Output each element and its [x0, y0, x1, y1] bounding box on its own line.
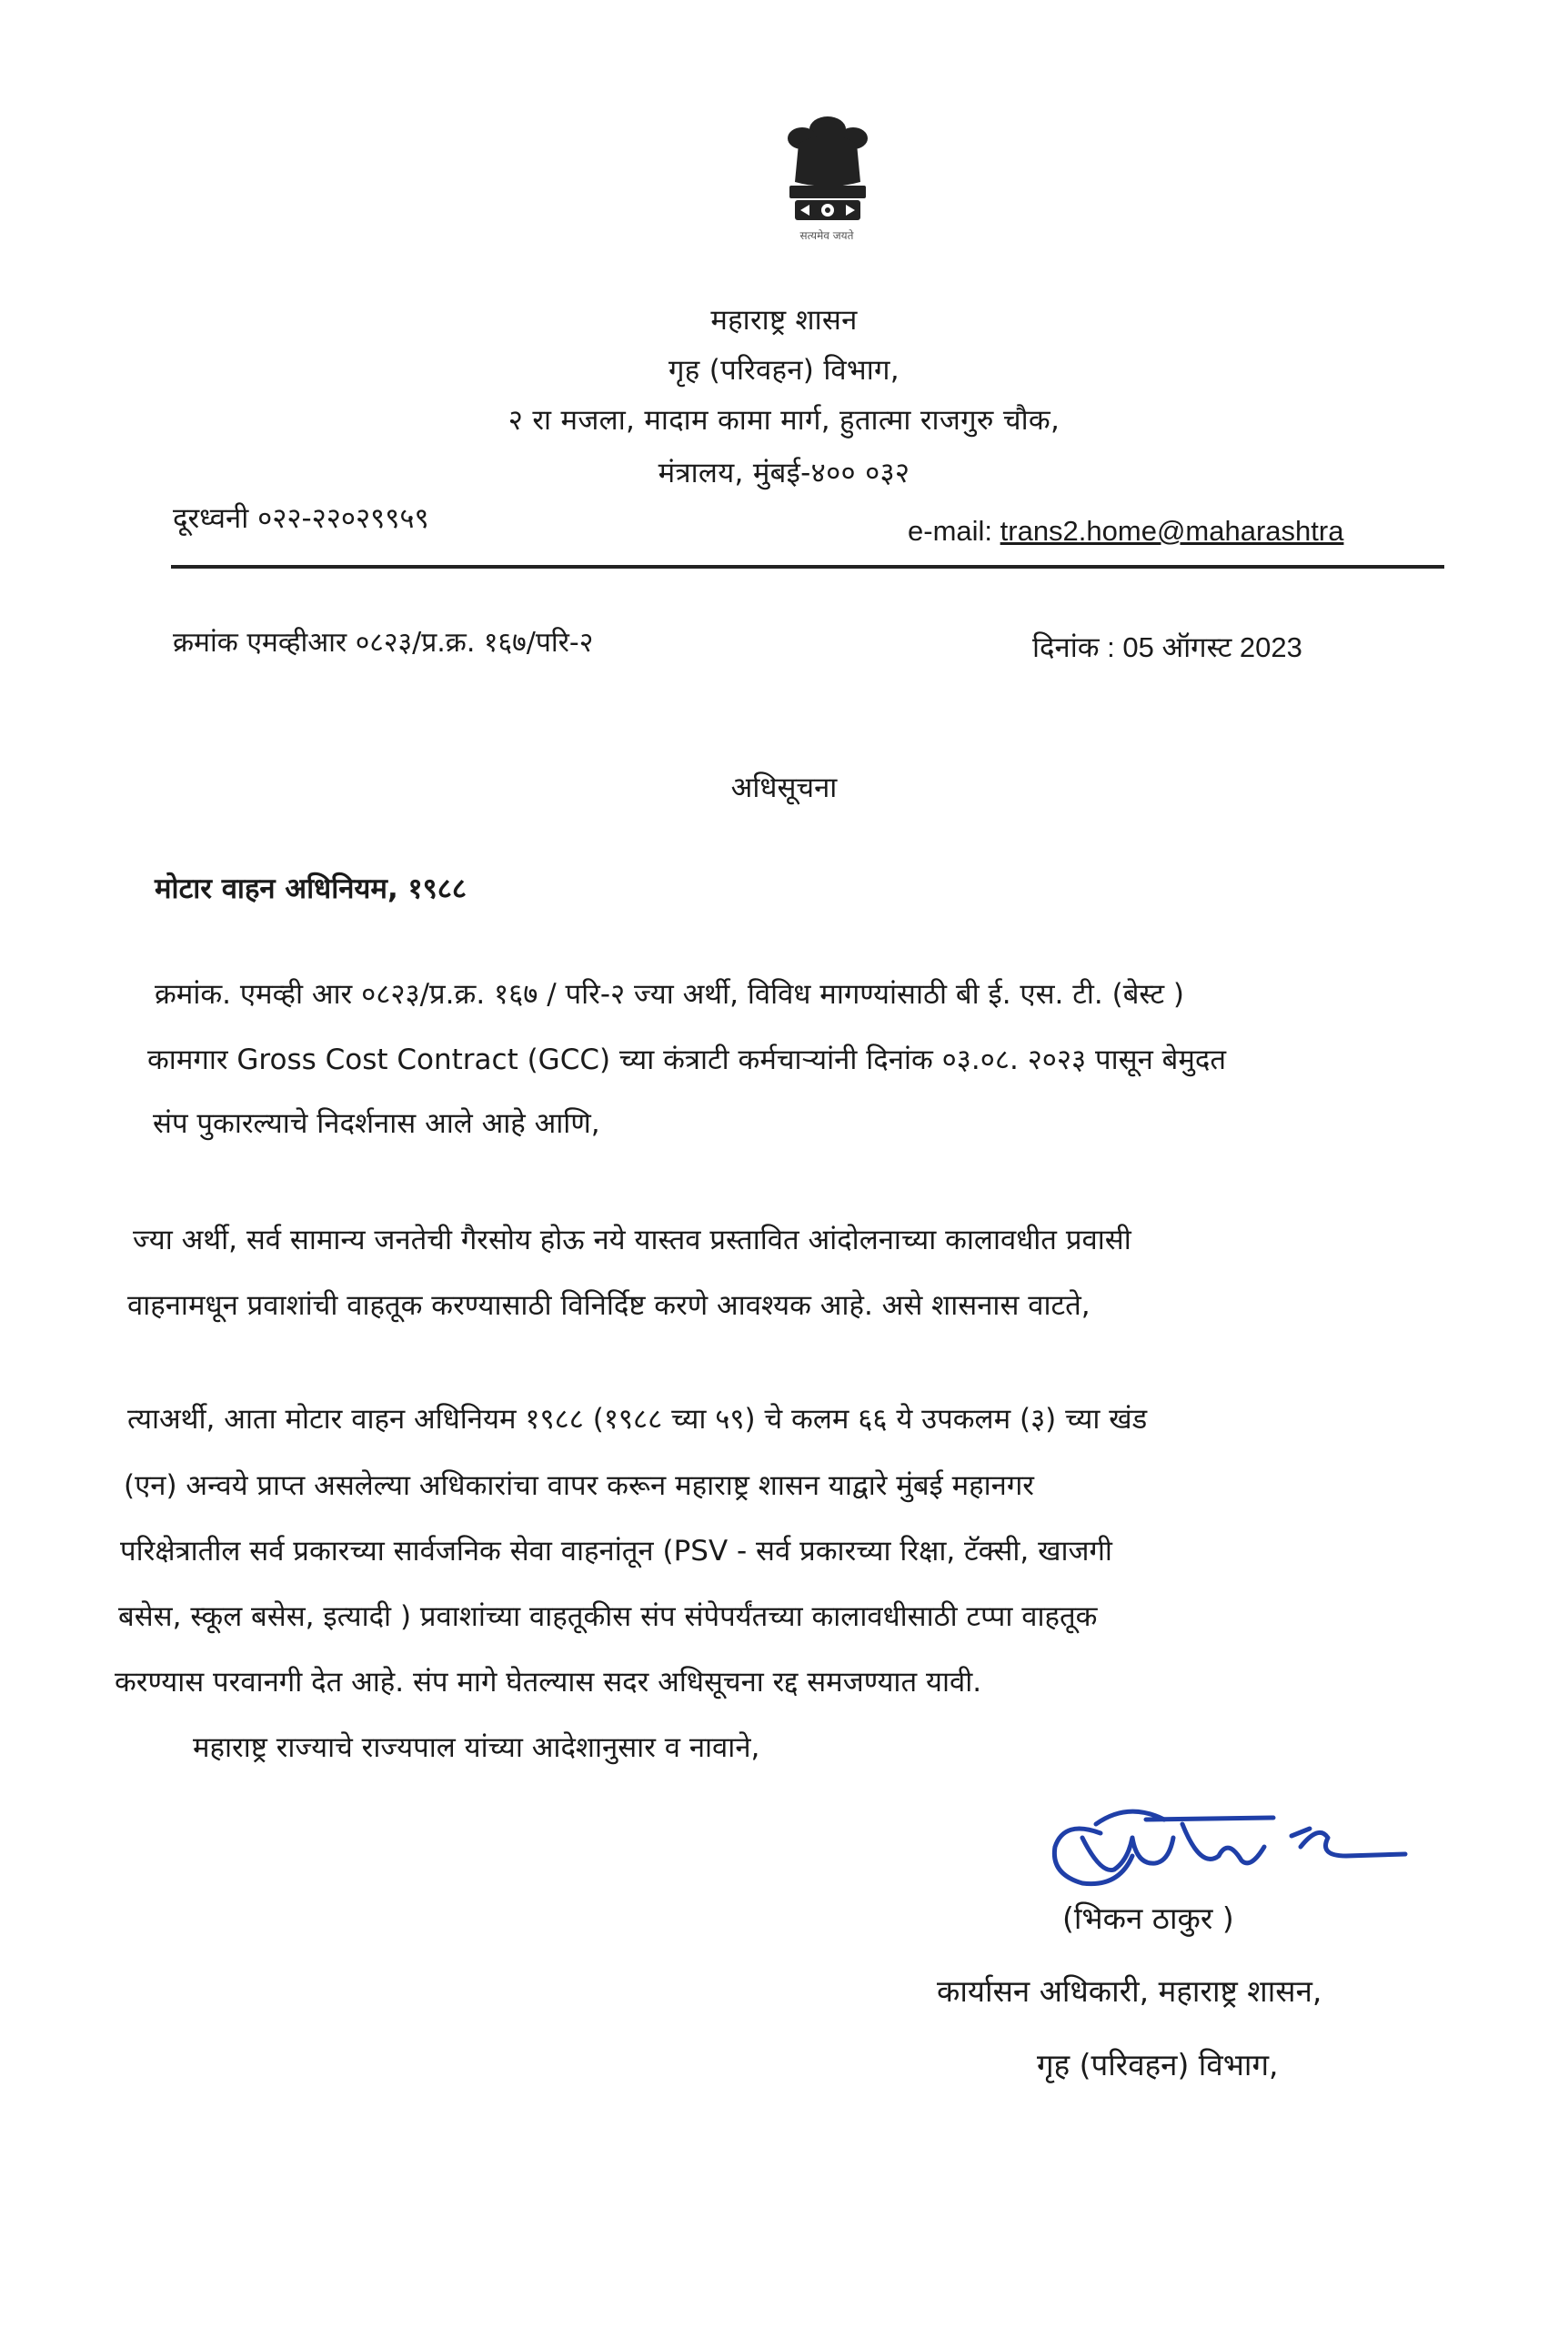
para2-line: ज्या अर्थी, सर्व सामान्य जनतेची गैरसोय होऊ नये यास्तव प्रस्तावित आंदोलनाच्या कालावधीत प्रवासी [133, 1224, 1131, 1256]
para1-line: क्रमांक. एमव्ही आर ०८२३/प्र.क्र. १६७ / परि-२ ज्या अर्थी, विविध मागण्यांसाठी बी ई. एस. टी. (बेस्ट ) [155, 978, 1185, 1011]
email-line [908, 515, 1343, 548]
header-government: महाराष्ट्र शासन [710, 304, 858, 337]
act-name: मोटार वाहन अधिनियम, १९८८ [155, 872, 467, 905]
signatory-name: (भिकन ठाकुर ) [1062, 1901, 1234, 1936]
document-title: अधिसूचना [730, 771, 838, 804]
para3-line: (एन) अन्वये प्राप्त असलेल्या अधिकारांचा वापर करून महाराष्ट्र शासन याद्वारे मुंबई महानगर [124, 1469, 1034, 1502]
para2-line: वाहनामधून प्रवाशांची वाहतूक करण्यासाठी विनिर्दिष्ट करणे आवश्यक आहे. असे शासनास वाटते, [127, 1289, 1091, 1322]
emblem-motto: सत्यमेव जयते [799, 229, 854, 242]
header-divider [171, 565, 1444, 569]
para3-line: करण्यास परवानगी देत आहे. संप मागे घेतल्यास सदर अधिसूचना रद्द समजण्यात यावी. [115, 1666, 982, 1699]
signatory-designation: कार्यासन अधिकारी, महाराष्ट्र शासन, [937, 1973, 1322, 2009]
reference-number: क्रमांक एमव्हीआर ०८२३/प्र.क्र. १६७/परि-२ [173, 627, 594, 659]
issue-date: दिनांक : 05 ऑगस्ट 2023 [1032, 631, 1302, 663]
para3-line: महाराष्ट्र राज्याचे राज्यपाल यांच्या आदेशानुसार व नावाने, [193, 1731, 760, 1764]
para1-line: संप पुकारल्याचे निदर्शनास आले आहे आणि, [153, 1107, 600, 1140]
email-label: e-mail: [908, 515, 993, 547]
email-link[interactable]: trans2.home@maharashtra [1000, 515, 1344, 547]
para3-line: परिक्षेत्रातील सर्व प्रकारच्या सार्वजनिक सेवा वाहनांतून (PSV - सर्व प्रकारच्या रिक्षा, टॅक्सी, खाजगी [120, 1535, 1112, 1568]
para3-line: बसेस, स्कूल बसेस, इत्यादी ) प्रवाशांच्या वाहतूकीस संप संपेपर्यंतच्या कालावधीसाठी टप्पा वाहतूक [118, 1600, 1098, 1633]
signatory-department: गृह (परिवहन) विभाग, [1037, 2047, 1279, 2082]
para1-line: कामगार Gross Cost Contract (GCC) च्या कंत्राटी कर्मचाऱ्यांनी दिनांक ०३.०८. २०२३ पासून बेमुदत [147, 1044, 1227, 1076]
para3-line: त्याअर्थी, आता मोटार वाहन अधिनियम १९८८ (१९८८ च्या ५९) चे कलम ६६ ये उपकलम (३) च्या खंड [127, 1403, 1148, 1436]
header-city: मंत्रालय, मुंबई-४०० ०३२ [658, 457, 910, 489]
header-address: २ रा मजला, मादाम कामा मार्ग, हुतात्मा राजगुरु चौक, [508, 404, 1060, 437]
header-department: गृह (परिवहन) विभाग, [668, 354, 900, 387]
phone-number: दूरध्वनी ०२२-२२०२९९५९ [173, 502, 429, 535]
